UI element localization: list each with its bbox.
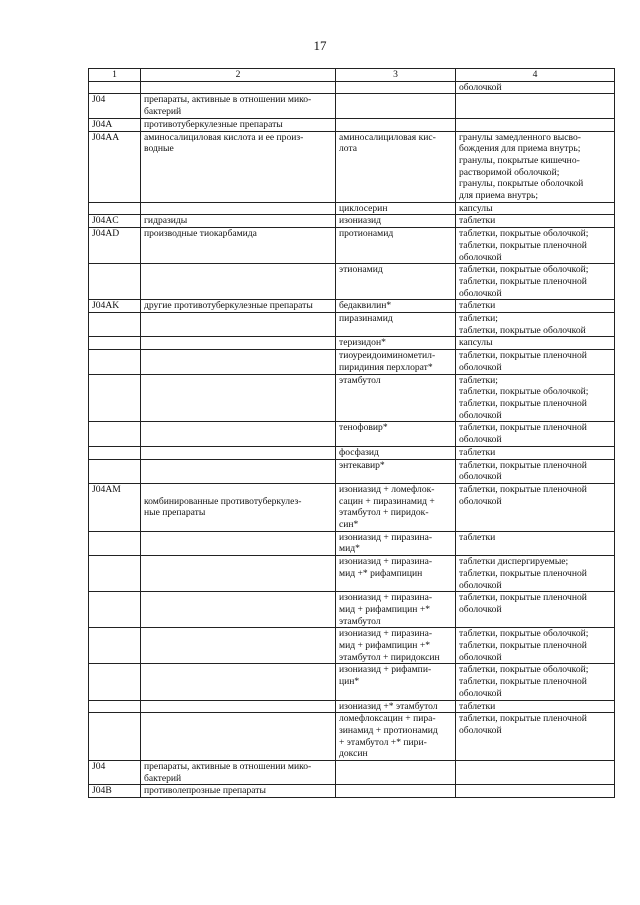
header-cell: 3 [336, 69, 456, 82]
table-row [89, 446, 615, 459]
dosage-form-cell: таблетки [456, 300, 615, 313]
group-name-cell [141, 81, 336, 94]
group-name-cell [141, 700, 336, 713]
drug-name-cell: изониазид +* этамбутол [336, 700, 456, 713]
group-name-cell: аминосалициловая кислота и ее произ- водные [141, 131, 336, 202]
group-name-cell [141, 459, 336, 483]
drug-name-cell [336, 118, 456, 131]
group-name-cell [141, 628, 336, 664]
header-cell: 4 [456, 69, 615, 82]
table-row [89, 422, 615, 446]
drug-name-cell: протионамид [336, 228, 456, 264]
group-name-cell: противолепрозные препараты [141, 785, 336, 798]
dosage-form-cell: таблетки, покрытые пленочной оболочкой [456, 713, 615, 761]
group-name-cell [141, 664, 336, 700]
drug-name-cell [336, 94, 456, 118]
dosage-form-cell: таблетки [456, 215, 615, 228]
drug-name-cell: бедаквилин* [336, 300, 456, 313]
table-body [89, 81, 615, 797]
atc-code-cell [89, 202, 141, 215]
atc-code-cell: J04 [89, 94, 141, 118]
drug-name-cell: аминосалициловая кис- лота [336, 131, 456, 202]
dosage-form-cell: капсулы [456, 337, 615, 350]
atc-code-cell [89, 700, 141, 713]
table-row [89, 264, 615, 300]
dosage-form-cell: таблетки, покрытые оболочкой; таблетки, покрытые пленочной оболочкой [456, 228, 615, 264]
atc-code-cell: J04AD [89, 228, 141, 264]
atc-code-cell [89, 313, 141, 337]
table-row [89, 700, 615, 713]
group-name-cell [141, 556, 336, 592]
atc-code-cell: J04AM [89, 483, 141, 531]
table-row [89, 118, 615, 131]
atc-code-cell: J04AK [89, 300, 141, 313]
drug-name-cell: теризидон* [336, 337, 456, 350]
dosage-form-cell: таблетки [456, 446, 615, 459]
atc-code-cell [89, 81, 141, 94]
table-row [89, 459, 615, 483]
atc-code-cell [89, 713, 141, 761]
atc-code-cell: J04A [89, 118, 141, 131]
atc-code-cell [89, 374, 141, 422]
atc-code-cell [89, 628, 141, 664]
table-row [89, 228, 615, 264]
atc-code-cell [89, 264, 141, 300]
table-row [89, 785, 615, 798]
dosage-form-cell: таблетки диспергируемые; таблетки, покрытые пленочной оболочкой [456, 556, 615, 592]
drug-name-cell: изониазид + пиразина- мид* [336, 531, 456, 555]
drug-name-cell: изониазид + пиразина- мид + рифампицин +* этамбутол + пиридоксин [336, 628, 456, 664]
group-name-cell: производные тиокарбамида [141, 228, 336, 264]
drug-name-cell [336, 785, 456, 798]
atc-code-cell [89, 592, 141, 628]
table-row [89, 628, 615, 664]
header-row [89, 69, 615, 82]
table-row [89, 350, 615, 374]
table-row [89, 592, 615, 628]
drug-name-cell: изониазид + рифампи- цин* [336, 664, 456, 700]
dosage-form-cell: таблетки; таблетки, покрытые оболочкой; таблетки, покрытые пленочной оболочкой [456, 374, 615, 422]
group-name-cell [141, 202, 336, 215]
group-name-cell: комбинированные противотуберкулез- ные препараты [141, 483, 336, 531]
group-name-cell: препараты, активные в отношении мико- бактерий [141, 761, 336, 785]
atc-code-cell [89, 664, 141, 700]
page-number: 17 [313, 38, 327, 53]
group-name-cell [141, 313, 336, 337]
table-row [89, 664, 615, 700]
group-name-cell [141, 337, 336, 350]
drug-name-cell [336, 81, 456, 94]
dosage-form-cell: таблетки, покрытые пленочной оболочкой [456, 350, 615, 374]
table-row [89, 337, 615, 350]
drug-name-cell [336, 761, 456, 785]
dosage-form-cell [456, 785, 615, 798]
group-name-cell [141, 713, 336, 761]
drug-name-cell: энтекавир* [336, 459, 456, 483]
atc-code-cell [89, 446, 141, 459]
atc-code-cell [89, 531, 141, 555]
table-row [89, 483, 615, 531]
drug-name-cell: тенофовир* [336, 422, 456, 446]
drug-name-cell: циклосерин [336, 202, 456, 215]
dosage-form-cell [456, 761, 615, 785]
table-row [89, 215, 615, 228]
group-name-cell [141, 446, 336, 459]
group-name-cell: препараты, активные в отношении мико- бактерий [141, 94, 336, 118]
table-row [89, 531, 615, 555]
dosage-form-cell: таблетки, покрытые оболочкой; таблетки, покрытые пленочной оболочкой [456, 664, 615, 700]
group-name-cell [141, 592, 336, 628]
dosage-form-cell: таблетки [456, 700, 615, 713]
dosage-form-cell: таблетки [456, 531, 615, 555]
atc-code-cell: J04AA [89, 131, 141, 202]
atc-code-cell [89, 556, 141, 592]
dosage-form-cell: оболочкой [456, 81, 615, 94]
group-name-cell: гидразиды [141, 215, 336, 228]
dosage-form-cell: таблетки, покрытые пленочной оболочкой [456, 459, 615, 483]
table-row [89, 202, 615, 215]
drug-name-cell: фосфазид [336, 446, 456, 459]
dosage-form-cell: таблетки; таблетки, покрытые оболочкой [456, 313, 615, 337]
dosage-form-cell [456, 94, 615, 118]
dosage-form-cell [456, 118, 615, 131]
dosage-form-cell: капсулы [456, 202, 615, 215]
header-cell: 1 [89, 69, 141, 82]
table-row [89, 81, 615, 94]
drug-name-cell: изониазид + пиразина- мид +* рифампицин [336, 556, 456, 592]
group-name-cell: другие противотуберкулезные препараты [141, 300, 336, 313]
atc-code-cell [89, 350, 141, 374]
table-row [89, 556, 615, 592]
dosage-form-cell: таблетки, покрытые пленочной оболочкой [456, 422, 615, 446]
table-row [89, 131, 615, 202]
dosage-form-cell: таблетки, покрытые оболочкой; таблетки, покрытые пленочной оболочкой [456, 264, 615, 300]
atc-code-cell [89, 459, 141, 483]
dosage-form-cell: таблетки, покрытые пленочной оболочкой [456, 592, 615, 628]
table-row [89, 761, 615, 785]
drug-name-cell: изониазид + ломефлок- сацин + пиразинамид + этамбутол + пиридок- син* [336, 483, 456, 531]
drug-name-cell: изониазид + пиразина- мид + рифампицин +* этамбутол [336, 592, 456, 628]
dosage-form-cell: таблетки, покрытые пленочной оболочкой [456, 483, 615, 531]
atc-code-cell: J04AC [89, 215, 141, 228]
atc-code-cell [89, 422, 141, 446]
group-name-cell: противотуберкулезные препараты [141, 118, 336, 131]
group-name-cell [141, 350, 336, 374]
table-row [89, 313, 615, 337]
atc-code-cell: J04 [89, 761, 141, 785]
table-row [89, 374, 615, 422]
drug-name-cell: тиоуреидоиминометил- пиридиния перхлорат* [336, 350, 456, 374]
group-name-cell [141, 264, 336, 300]
group-name-cell [141, 531, 336, 555]
drug-name-cell: этамбутол [336, 374, 456, 422]
group-name-cell [141, 374, 336, 422]
dosage-form-cell: гранулы замедленного высво- бождения для приема внутрь; гранулы, покрытые кишечно- растворимой оболочкой; гранулы, покрытые оболочкой для приема внутрь; [456, 131, 615, 202]
drug-name-cell: пиразинамид [336, 313, 456, 337]
drug-table [88, 68, 615, 798]
table-row [89, 300, 615, 313]
table-row [89, 94, 615, 118]
group-name-cell [141, 422, 336, 446]
table-row [89, 713, 615, 761]
header-cell: 2 [141, 69, 336, 82]
drug-name-cell: этионамид [336, 264, 456, 300]
drug-name-cell: изониазид [336, 215, 456, 228]
atc-code-cell [89, 337, 141, 350]
atc-code-cell: J04B [89, 785, 141, 798]
drug-name-cell: ломефлоксацин + пира- зинамид + протионамид + этамбутол +* пири- доксин [336, 713, 456, 761]
dosage-form-cell: таблетки, покрытые оболочкой; таблетки, покрытые пленочной оболочкой [456, 628, 615, 664]
